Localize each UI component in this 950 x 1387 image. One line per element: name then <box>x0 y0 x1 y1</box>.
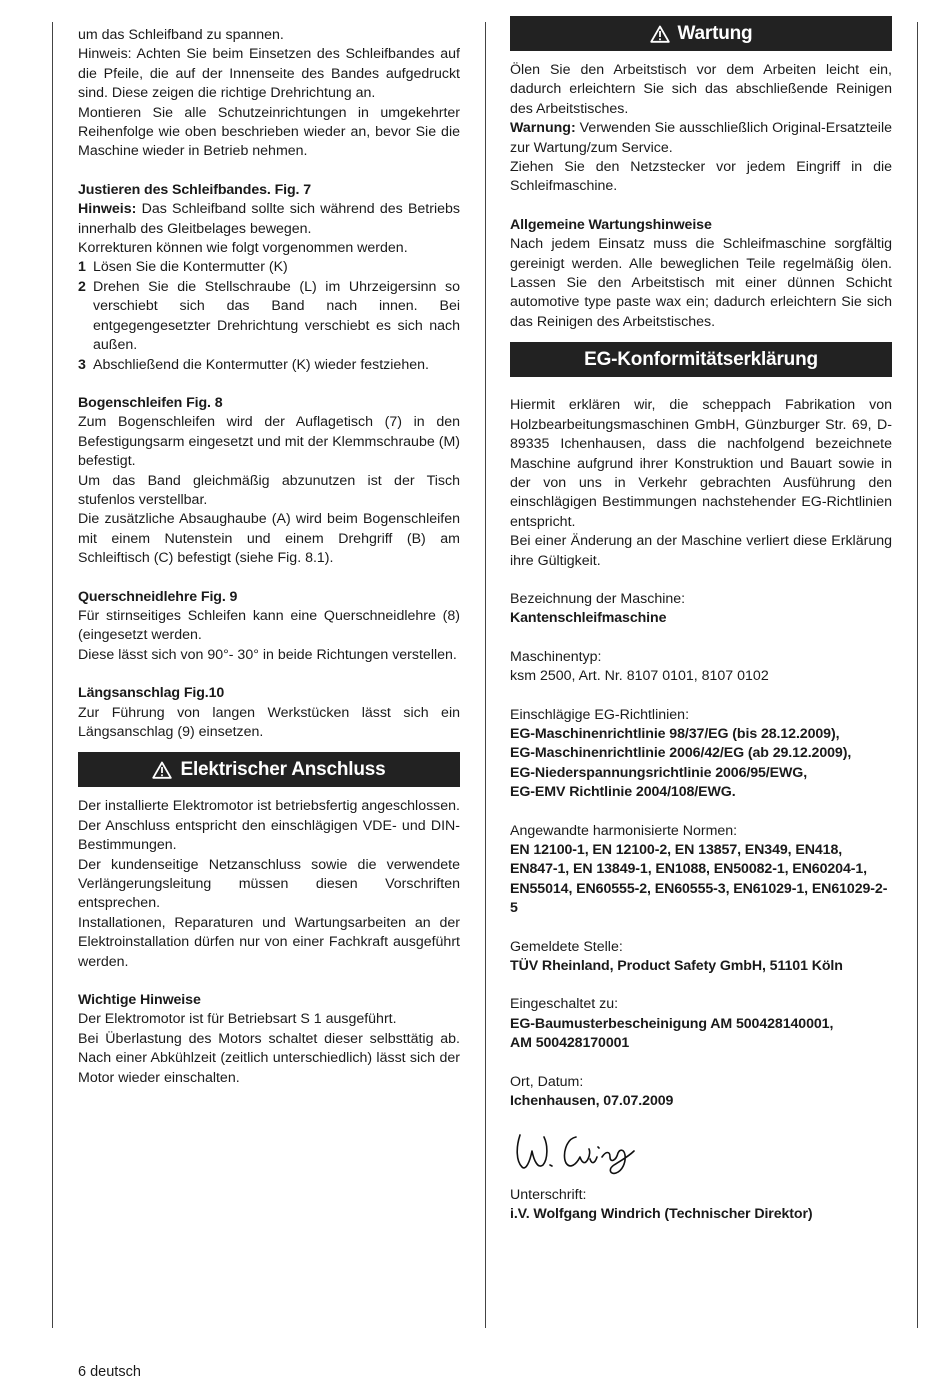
handwritten-signature <box>510 1121 660 1179</box>
page-number-footer: 6 deutsch <box>78 1364 141 1380</box>
richtlinien-label: Einschlägige EG-Richtlinien: <box>510 706 690 723</box>
wichtig-para: Der Elektromotor ist für Betriebsart S 1 ausgeführt. <box>78 1011 397 1028</box>
intro-line-1: um das Schleifband zu spannen. <box>78 27 284 43</box>
eingeschaltet-line: EG-Baumusterbescheinigung AM 500428140001, <box>510 1015 834 1032</box>
warning-triangle-icon <box>650 25 670 43</box>
step-number: 1 <box>78 259 86 276</box>
list-item <box>78 356 460 375</box>
justieren-hint <box>78 200 460 239</box>
richtlinie-item: EG-Niederspannungsrichtlinie 2006/95/EWG, <box>510 764 808 781</box>
wichtig-para: Bei Überlastung des Motors schaltet dieser selbsttätig ab. Nach einer Abkühlzeit (zeitlich unterschiedlich) lässt sich der Motor wieder einschalten. <box>78 1030 460 1086</box>
normen-value: EN 12100-1, EN 12100-2, EN 13857, EN349, EN418, EN847-1, EN 13849-1, EN1088, EN50082-1, EN60204-1, EN55014, EN60555-2, EN60555-3, EN61029-1, EN61029-2-5 <box>510 842 888 917</box>
wartung-warning-label: Warnung: <box>510 120 576 137</box>
step-text: Drehen Sie die Stellschraube (L) im Uhrzeigersinn so verschiebt sich das Band nach innen. Bei entgegengesetzter Drehrichtung verschiebt es sich nach außen. <box>93 278 460 354</box>
step-number: 3 <box>78 356 86 373</box>
justieren-hint-label: Hinweis: <box>78 201 137 218</box>
elektrisch-para: Der installierte Elektromotor ist betriebsfertig angeschlossen. Der Anschluss entspricht den einschlägigen VDE- und DIN-Bestimmungen. <box>78 798 460 854</box>
allgemein-heading: Allgemeine Wartungshinweise <box>510 216 712 233</box>
right-column <box>510 16 892 1225</box>
ort-label: Ort, Datum: <box>510 1073 584 1090</box>
eg-title: EG-Konformitätserklärung <box>584 349 818 371</box>
warning-triangle-icon <box>152 761 172 779</box>
richtlinie-item: EG-Maschinenrichtlinie 2006/42/EG (ab 29.12.2009), <box>510 745 852 762</box>
elektrisch-para: Installationen, Reparaturen und Wartungsarbeiten an der Elektroinstallation dürfen nur von einer Fachkraft ausgeführt werden. <box>78 914 460 970</box>
wartung-para: Ziehen Sie den Netzstecker vor jedem Eingriff in die Schleifmaschine. <box>510 159 892 195</box>
quer-para: Diese lässt sich von 90°- 30° in beide Richtungen verstellen. <box>78 646 457 663</box>
justieren-hint-text: Das Schleifband sollte sich während des Betriebs innerhalb des Gleitbelages bewegen. <box>78 201 460 237</box>
bogen-heading: Bogenschleifen Fig. 8 <box>78 394 223 411</box>
bezeichnung-label: Bezeichnung der Maschine: <box>510 590 686 607</box>
wartung-warning <box>510 119 892 158</box>
justieren-heading: Justieren des Schleifbandes. Fig. 7 <box>78 181 312 198</box>
wartung-title: Wartung <box>677 22 753 44</box>
typ-label: Maschinentyp: <box>510 648 602 665</box>
bogen-para: Zum Bogenschleifen wird der Auflagetisch (7) in den Befestigungsarm eingesetzt und mit der Klemmschraube (M) befestigt. <box>78 414 460 470</box>
elektrisch-title: Elektrischer Anschluss <box>180 759 386 781</box>
step-text: Abschließend die Kontermutter (K) wieder festziehen. <box>93 356 429 373</box>
stelle-value: TÜV Rheinland, Product Safety GmbH, 51101 Köln <box>510 958 843 975</box>
elektrisch-section-bar <box>78 752 460 787</box>
intro-hint: Hinweis: Achten Sie beim Einsetzen des Schleifbandes auf die Pfeile, die auf der Innenseite des Bandes aufgedruckt sind. Diese zeigen die richtige Drehrichtung an. <box>78 46 460 102</box>
wartung-para: Ölen Sie den Arbeitstisch vor dem Arbeiten leicht ein, dadurch erleichtern Sie sich das abschließende Reinigen des Arbeitstisches. <box>510 62 892 117</box>
intro-assembly: Montieren Sie alle Schutzeinrichtungen in umgekehrter Reihenfolge wie oben beschrieben wieder an, bevor Sie die Maschine wieder in Betrieb nehmen. <box>78 104 460 160</box>
richtlinie-item: EG-EMV Richtlinie 2004/108/EWG. <box>510 784 736 801</box>
bogen-para: Um das Band gleichmäßig abzunutzen ist der Tisch stufenlos verstellbar. <box>78 472 460 508</box>
left-column <box>78 26 460 1088</box>
normen-label: Angewandte harmonisierte Normen: <box>510 822 738 839</box>
list-item <box>78 258 460 277</box>
eingeschaltet-label: Eingeschaltet zu: <box>510 996 619 1013</box>
eg-section-bar <box>510 342 892 377</box>
ort-value: Ichenhausen, 07.07.2009 <box>510 1093 674 1110</box>
bezeichnung-value: Kantenschleifmaschine <box>510 610 667 627</box>
quer-para: Für stirnseitiges Schleifen kann eine Querschneidlehre (8) (eingesetzt werden. <box>78 607 460 644</box>
left-margin-rule <box>52 22 53 1328</box>
right-margin-rule <box>917 22 918 1328</box>
elektrisch-para: Der kundenseitige Netzanschluss sowie die verwendete Verlängerungsleitung müssen diesen Vorschriften entsprechen. <box>78 856 460 912</box>
unterschrift-value: i.V. Wolfgang Windrich (Technischer Direktor) <box>510 1206 813 1223</box>
typ-value: ksm 2500, Art. Nr. 8107 0101, 8107 0102 <box>510 668 769 685</box>
step-text: Lösen Sie die Kontermutter (K) <box>93 259 288 276</box>
quer-heading: Querschneidlehre Fig. 9 <box>78 588 238 605</box>
bogen-para: Die zusätzliche Absaughaube (A) wird beim Bogenschleifen mit einem Nutenstein und einem Drehgriff (B) am Schleiftisch (C) befestigt (siehe Fig. 8.1). <box>78 511 460 567</box>
wartung-section-bar <box>510 16 892 51</box>
step-number: 2 <box>78 278 86 295</box>
wichtig-heading: Wichtige Hinweise <box>78 992 201 1009</box>
eingeschaltet-line: AM 500428170001 <box>510 1035 630 1052</box>
laengs-para: Zur Führung von langen Werkstücken lässt sich ein Längsanschlag (9) einsetzen. <box>78 704 460 740</box>
stelle-label: Gemeldete Stelle: <box>510 938 623 955</box>
justieren-korrektur: Korrekturen können wie folgt vorgenommen werden. <box>78 240 408 257</box>
eg-para: Hiermit erklären wir, die scheppach Fabrikation von Holzbearbeitungsmaschinen GmbH, Günzburger Str. 69, D-89335 Ichenhausen, dass die nachfolgend bezeichnete Maschine aufgrund ihrer Konstruktion und Bauart sowie in der von uns in Verkehr gebrachten Ausführung den einschlägigen Bestimmungen nachstehender EG-Richtlinien entspricht. <box>510 397 892 530</box>
eg-para: Bei einer Änderung an der Maschine verliert diese Erklärung ihre Gültigkeit. <box>510 533 892 569</box>
list-item <box>78 278 460 356</box>
unterschrift-label: Unterschrift: <box>510 1186 587 1203</box>
laengs-heading: Längsanschlag Fig.10 <box>78 685 225 702</box>
allgemein-para: Nach jedem Einsatz muss die Schleifmaschine sorgfältig gereinigt werden. Alle beweglichen Teile regelmäßig ölen. Lassen Sie den Arbeitstisch mit einer dünnen Schicht automotive type paste wax ein; dadurch erleichtern Sie sich das Reinigen des Arbeitstisches. <box>510 236 892 330</box>
center-column-rule <box>485 22 486 1328</box>
richtlinie-item: EG-Maschinenrichtlinie 98/37/EG (bis 28.12.2009), <box>510 725 840 742</box>
wartung-warning-text: Verwenden Sie ausschließlich Original-Ersatzteile zur Wartung/zum Service. <box>510 120 892 156</box>
